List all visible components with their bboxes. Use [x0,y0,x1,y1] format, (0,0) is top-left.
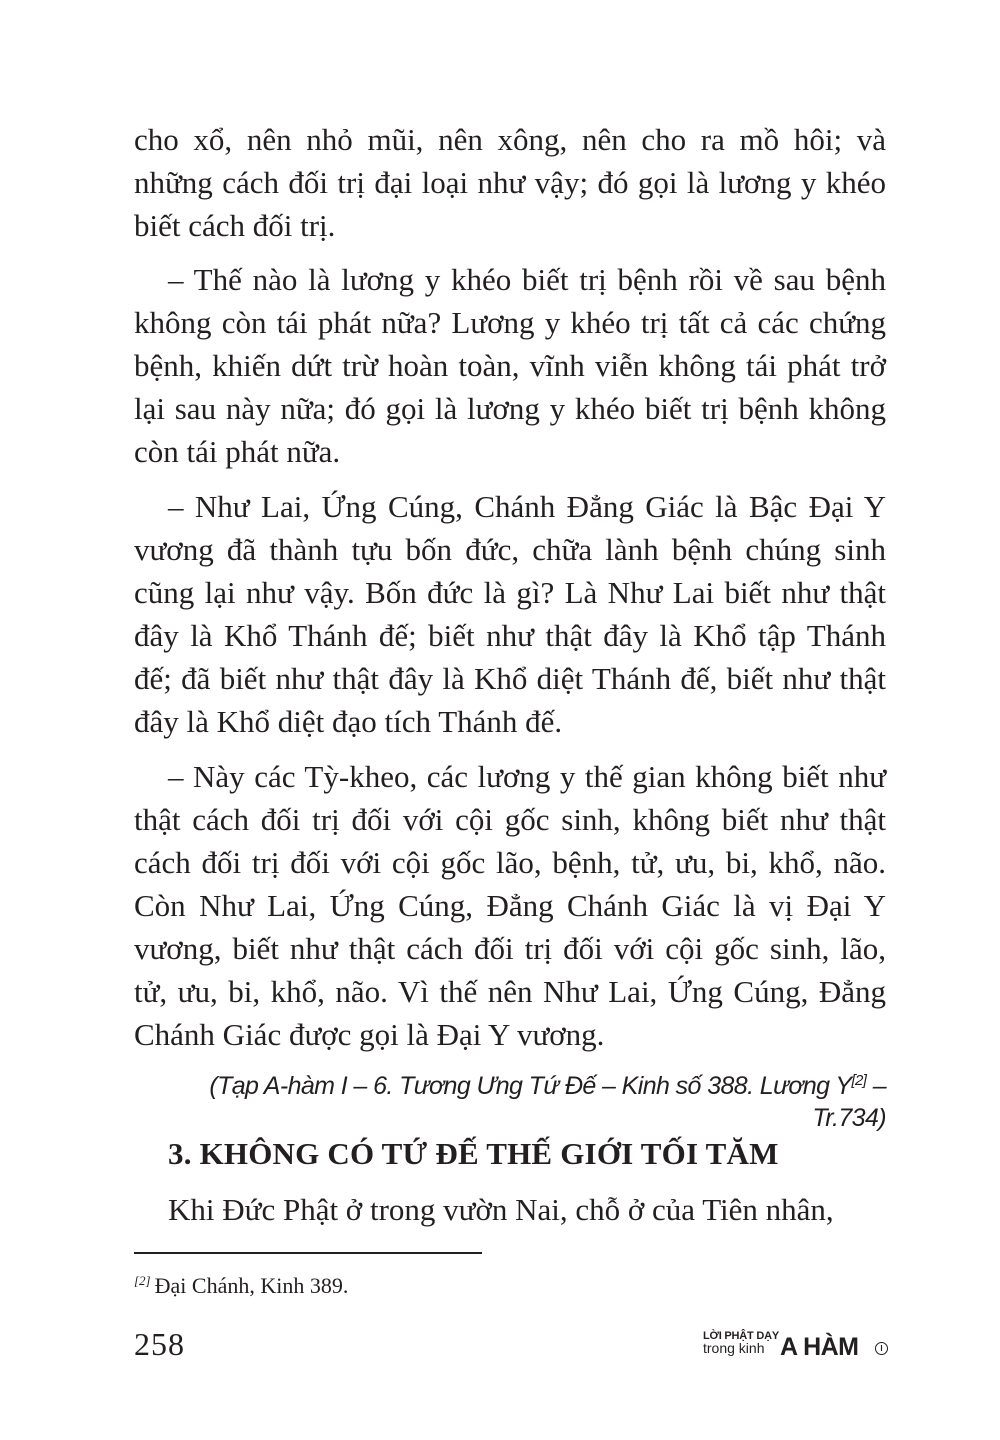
next-paragraph: Khi Đức Phật ở trong vườn Nai, chỗ ở của Tiên nhân, [168,1192,834,1227]
logo-title: A HÀM [780,1333,859,1361]
footnote-marker: [2] [134,1273,151,1288]
logo-line-2: trong kinh [703,1340,765,1356]
paragraph-3: – Như Lai, Ứng Cúng, Chánh Đẳng Giác là Bậc Đại Y vương đã thành tựu bốn đức, chữa lành bệnh chúng sinh cũng lại như vậy. Bốn đức là gì? Là Như Lai biết như thật đây là Khổ Thánh đế; biết như thật đây là Khổ tập Thánh đế; đã biết như thật đây là Khổ diệt Thánh đế, biết như thật đây là Khổ diệt đạo tích Thánh đế. [134,489,886,739]
logo-line-1: LỜI PHẬT DẠY [703,1330,780,1342]
logo-volume-badge: I [875,1342,888,1355]
footnote-text: Đại Chánh, Kinh 389. [154,1273,349,1298]
citation [134,1070,886,1134]
citation-ref: [2] [851,1072,867,1089]
paragraph-4: – Này các Tỳ-kheo, các lương y thế gian không biết như thật cách đối trị đối với cội gốc sinh, không biết như thật cách đối trị đối với cội gốc lão, bệnh, tử, ưu, bi, khổ, não. Còn Như Lai, Ứng Cúng, Đẳng Chánh Giác là vị Đại Y vương, biết như thật cách đối trị đối với cội gốc sinh, lão, tử, ưu, bi, khổ, não. Vì thế nên Như Lai, Ứng Cúng, Đẳng Chánh Giác được gọi là Đại Y vương. [134,759,886,1052]
page-number: 258 [134,1326,185,1362]
paragraph-1: cho xổ, nên nhỏ mũi, nên xông, nên cho ra mồ hôi; và những cách đối trị đại loại như vậy; đó gọi là lương y khéo biết cách đối trị. [134,122,886,243]
paragraph-2: – Thế nào là lương y khéo biết trị bệnh rồi về sau bệnh không còn tái phát nữa? Lương y khéo trị tất cả các chứng bệnh, khiến dứt trừ hoàn toàn, vĩnh viễn không tái phát trở lại sau này nữa; đó gọi là lương y khéo biết trị bệnh không còn tái phát nữa. [134,262,886,469]
citation-tail: – Tr.734) [812,1072,886,1132]
footnote-divider [134,1252,482,1254]
citation-text: (Tạp A-hàm I – 6. Tương Ưng Tứ Đế – Kinh số 388. Lương Y [209,1072,852,1100]
section-heading: 3. KHÔNG CÓ TỨ ĐẾ THẾ GIỚI TỐI TĂM [168,1136,779,1171]
book-logo [700,1330,890,1366]
footnote [134,1271,348,1301]
